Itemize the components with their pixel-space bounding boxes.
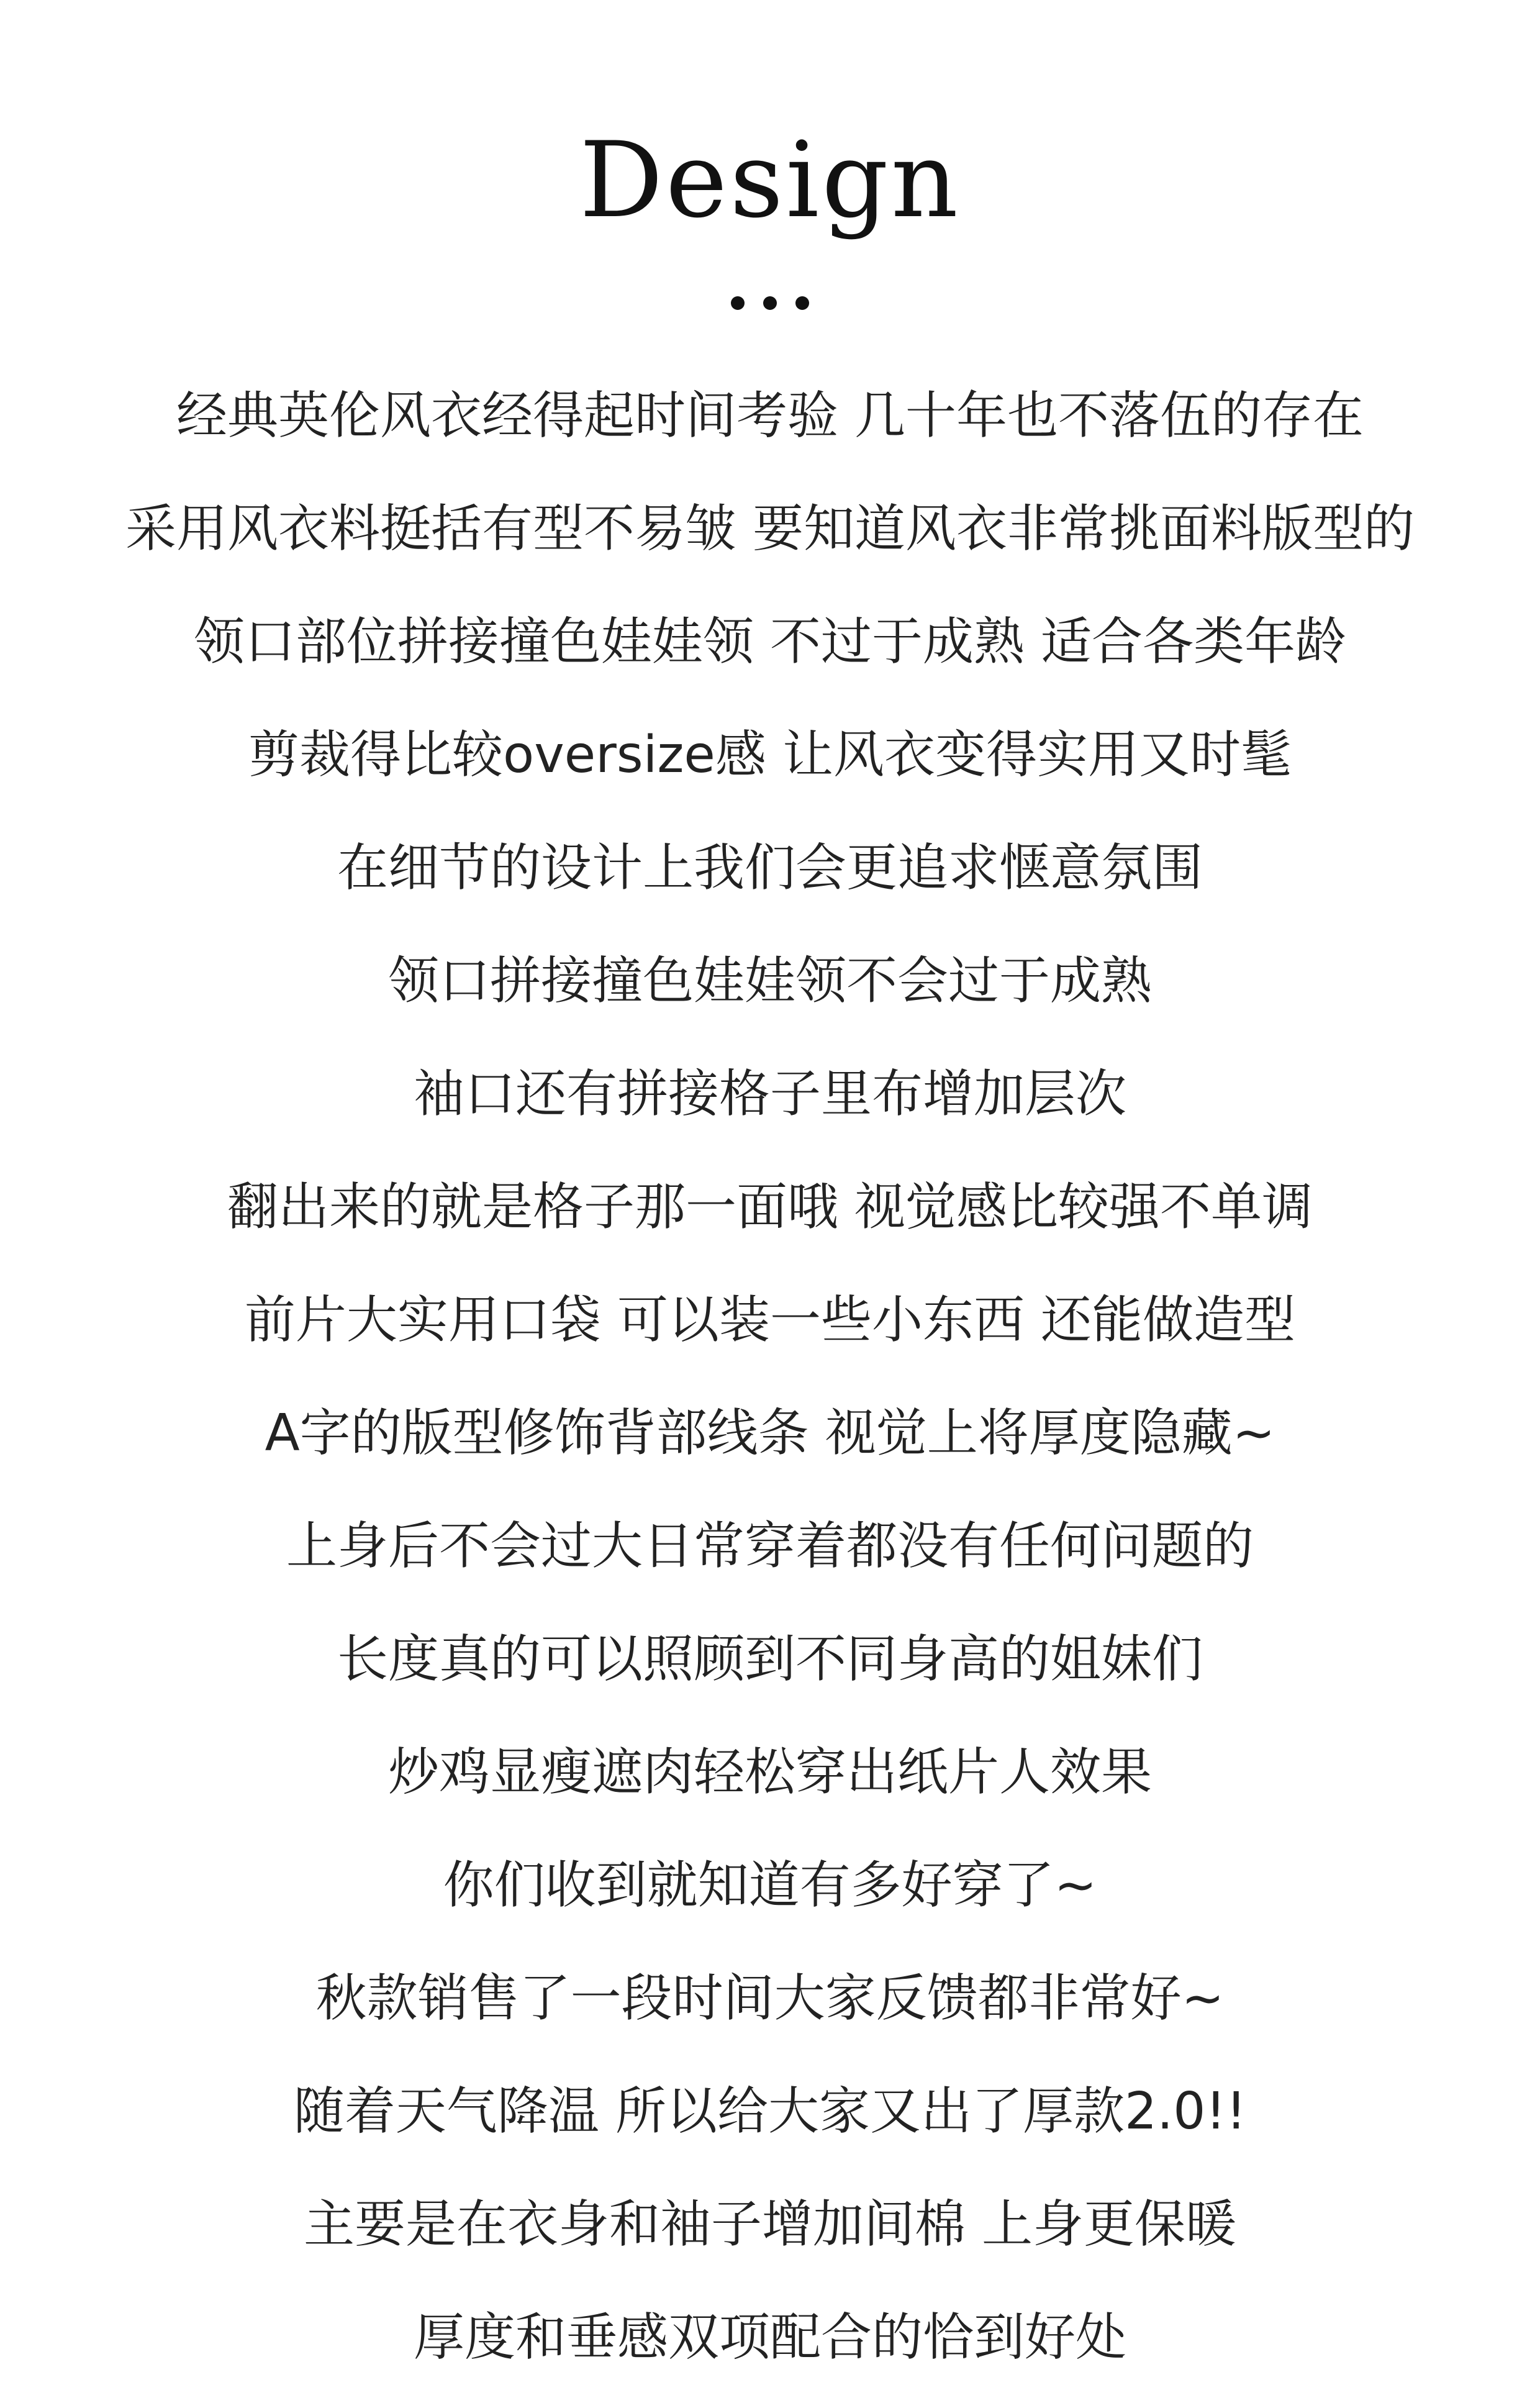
description-line: 秋款销售了一段时间大家反馈都非常好~ bbox=[315, 1969, 1225, 2028]
description-line: 上身后不会过大日常穿着都没有任何问题的 bbox=[286, 1517, 1254, 1576]
description-line: 袖口还有拼接格子里布增加层次 bbox=[413, 1065, 1126, 1124]
description-line: 经典英伦风衣经得起时间考验 几十年也不落伍的存在 bbox=[176, 386, 1364, 445]
description-line: 前片大实用口袋 可以装一些小东西 还能做造型 bbox=[244, 1291, 1296, 1350]
description-line: 厚度和垂感双项配合的恰到好处 bbox=[413, 2308, 1126, 2367]
description-line: 在细节的设计上我们会更追求惬意氛围 bbox=[337, 838, 1203, 897]
description-line: A字的版型修饰背部线条 视觉上将厚度隐藏~ bbox=[265, 1404, 1275, 1463]
description-line: 主要是在衣身和袖子增加间棉 上身更保暖 bbox=[303, 2195, 1237, 2254]
description-line: 长度真的可以照顾到不同身高的姐妹们 bbox=[337, 1630, 1203, 1689]
description-line: 你们收到就知道有多好穿了~ bbox=[443, 1856, 1097, 1915]
description-line: 翻出来的就是格子那一面哦 视觉感比较强不单调 bbox=[227, 1178, 1313, 1237]
description-line: 炒鸡显瘦遮肉轻松穿出纸片人效果 bbox=[387, 1743, 1152, 1802]
description-line: 领口拼接撞色娃娃领不会过于成熟 bbox=[387, 952, 1152, 1011]
description-line: 采用风衣料挺括有型不易皱 要知道风衣非常挑面料版型的 bbox=[125, 499, 1415, 558]
description-line: 剪裁得比较oversize感 让风衣变得实用又时髦 bbox=[248, 725, 1292, 784]
section-title: Design bbox=[579, 119, 961, 241]
description-line: 随着天气降温 所以给大家又出了厚款2.0!! bbox=[293, 2082, 1247, 2141]
description-line: 领口部位拼接撞色娃娃领 不过于成熟 适合各类年龄 bbox=[193, 612, 1347, 671]
